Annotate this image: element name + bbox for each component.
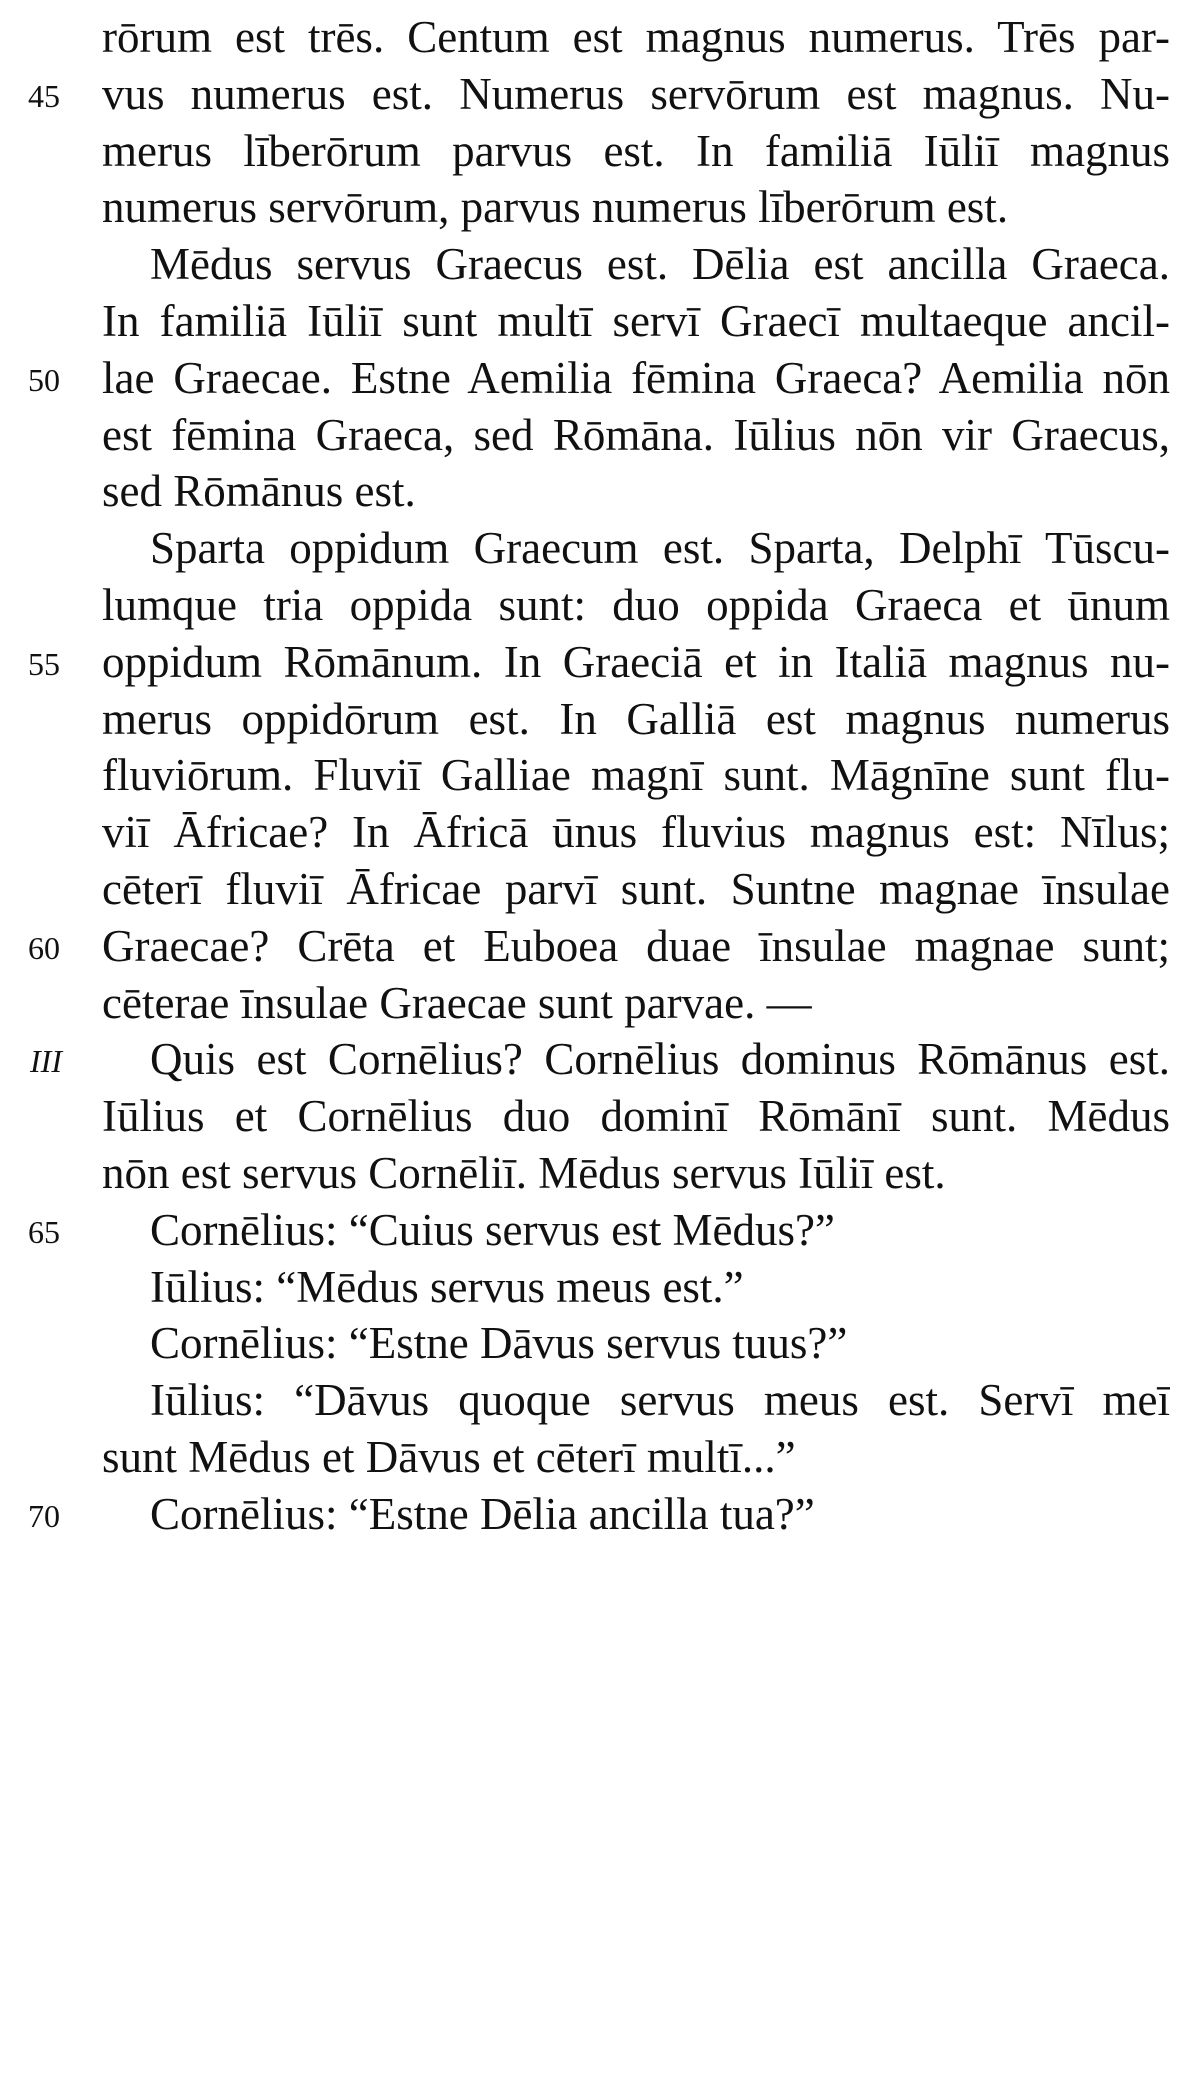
line-number: 65 <box>28 1213 60 1250</box>
text-line: fluviōrum. Fluviī Galliae magnī sunt. Māgnīne sunt flu- <box>102 750 1170 801</box>
text-line: sunt Mēdus et Dāvus et cēterī multī...” <box>102 1432 796 1482</box>
text-line: lae Graecae. Estne Aemilia fēmina Graeca? Aemilia nōn <box>102 352 1170 403</box>
text-line: Iūlius: “Mēdus servus meus est.” <box>150 1261 744 1312</box>
line-number: 60 <box>28 929 60 966</box>
text-line: Cornēlius: “Cuius servus est Mēdus?” <box>150 1204 835 1255</box>
section-number: III <box>30 1043 62 1080</box>
text-line: est fēmina Graeca, sed Rōmāna. Iūlius nōn vir Graecus, <box>102 409 1170 460</box>
text-line: cēterae īnsulae Graecae sunt parvae. — <box>102 977 812 1028</box>
text-line: Cornēlius: “Estne Dāvus servus tuus?” <box>150 1318 848 1369</box>
text-line: lumque tria oppida sunt: duo oppida Graeca et ūnum <box>102 580 1170 630</box>
text-line: Cornēlius: “Estne Dēlia ancilla tua?” <box>150 1488 815 1539</box>
text-line: In familiā Iūliī sunt multī servī Graecī multaeque ancil- <box>102 296 1170 346</box>
text-line: Iūlius: “Dāvus quoque servus meus est. Servī meī <box>150 1375 1170 1426</box>
text-line: vus numerus est. Numerus servōrum est magnus. Nu- <box>102 68 1170 119</box>
text-line: viī Āfricae? In Āfricā ūnus fluvius magnus est: Nīlus; <box>102 807 1170 858</box>
text-line: Mēdus servus Graecus est. Dēlia est ancilla Graeca. <box>150 239 1170 290</box>
line-number: 50 <box>28 361 60 398</box>
line-number: 55 <box>28 645 60 682</box>
text-line: merus oppidōrum est. In Galliā est magnus numerus <box>102 693 1170 744</box>
text-line: Sparta oppidum Graecum est. Sparta, Delphī Tūscu- <box>150 523 1170 574</box>
text-line: nōn est servus Cornēliī. Mēdus servus Iūliī est. <box>102 1148 946 1198</box>
line-number: 70 <box>28 1497 60 1534</box>
text-line: rōrum est trēs. Centum est magnus numerus. Trēs par- <box>102 12 1170 62</box>
text-line: numerus servōrum, parvus numerus līberōrum est. <box>102 182 1009 233</box>
text-line: cēterī fluviī Āfricae parvī sunt. Suntne magnae īnsulae <box>102 864 1170 914</box>
line-number: 45 <box>28 77 60 114</box>
text-line: Graecae? Crēta et Euboea duae īnsulae magnae sunt; <box>102 920 1170 971</box>
text-line: sed Rōmānus est. <box>102 466 416 517</box>
text-line: Quis est Cornēlius? Cornēlius dominus Rōmānus est. <box>150 1034 1170 1085</box>
text-line: Iūlius et Cornēlius duo dominī Rōmānī sunt. Mēdus <box>102 1091 1170 1142</box>
text-line: oppidum Rōmānum. In Graeciā et in Italiā magnus nu- <box>102 636 1170 687</box>
text-line: merus līberōrum parvus est. In familiā Iūliī magnus <box>102 125 1170 176</box>
